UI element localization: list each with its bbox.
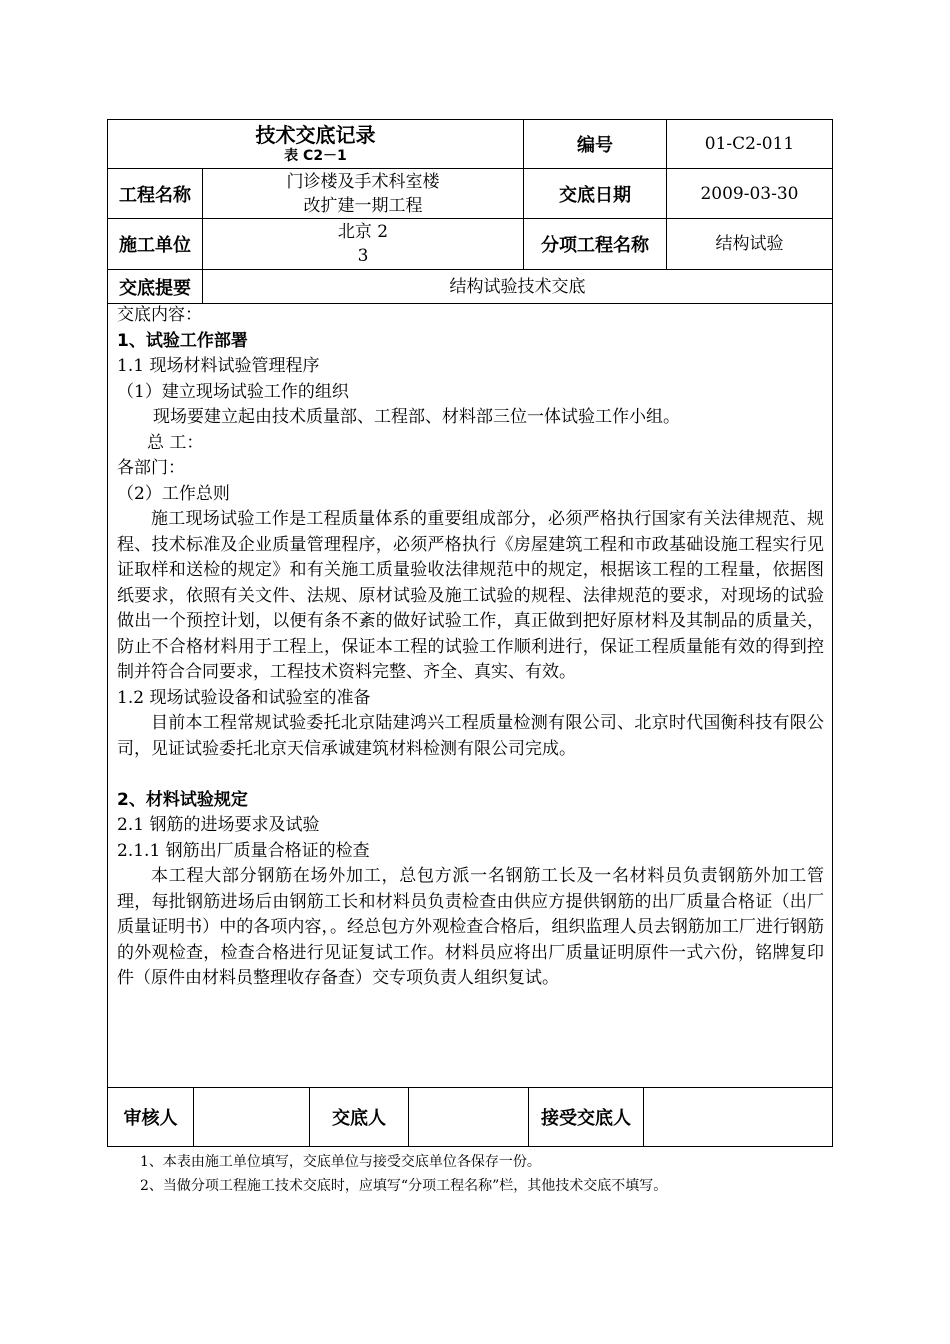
title-cell <box>107 119 524 169</box>
reviewer-signature-field <box>193 1087 310 1147</box>
disclosure-content <box>107 303 833 1088</box>
number-value: 01-C2-011 <box>666 119 833 169</box>
section-1-1-title: 1.1 现场材料试验管理程序 <box>117 356 320 376</box>
project-line-1: 门诊楼及手术科室楼 <box>286 171 440 192</box>
project-line-2: 改扩建一期工程 <box>303 195 423 216</box>
form-code: 表 C2－1 <box>284 148 347 164</box>
departments-line: 各部门： <box>117 458 185 478</box>
discloser-label: 交底人 <box>309 1087 409 1147</box>
section-1-2-title: 1.2 现场试验设备和试验室的准备 <box>117 687 371 708</box>
footnote-1: 1、本表由施工单位填写，交底单位与接受交底单位各保存一份。 <box>140 1154 541 1170</box>
section-1-1-b-text: 施工现场试验工作是工程质量体系的重要组成部分，必须严格执行国家有关法律规范、规程、技术标准及企业质量管理程序，必须严格执行《房屋建筑工程和市政基础设施工程实行见证取样和送检的规定》和有关施工质量验收法律规范中的规定，根据该工程的工程量，依据图纸要求，依照有关文件、法规、原材试验及施工试验的规程、法律规范的要求，对现场的试验做出一个预控计划，以便有条不紊的做好试验工作，真正做到把好原材料及其制品的质量关，防止不合格材料用于工程上，保证本工程的试验工作顺利进行，保证工程质量能有效的得到控制并符合合同要求，工程技术资料完整、齐全、真实、有效。 <box>117 509 824 682</box>
section-1-1-b-title: （2）工作总则 <box>117 483 230 504</box>
section-1-title: 1、试验工作部署 <box>117 330 248 351</box>
unit-line-1: 北京 2 <box>337 222 389 242</box>
subitem-label: 分项工程名称 <box>523 218 667 270</box>
section-2-1-1-title: 2.1.1 钢筋出厂质量合格证的检查 <box>117 840 370 861</box>
section-1-1-a-title: （1）建立现场试验工作的组织 <box>117 381 349 402</box>
receiver-signature-field <box>643 1087 833 1147</box>
summary-value: 结构试验技术交底 <box>202 269 833 304</box>
receiver-label: 接受交底人 <box>528 1087 644 1147</box>
number-label: 编号 <box>523 119 667 169</box>
summary-label: 交底提要 <box>107 269 203 304</box>
unit-label: 施工单位 <box>107 218 203 270</box>
chief-engineer-line: 总 工： <box>147 432 204 453</box>
reviewer-label: 审核人 <box>107 1087 194 1147</box>
date-label: 交底日期 <box>523 168 667 219</box>
content-intro: 交底内容： <box>117 305 202 325</box>
date-value: 2009-03-30 <box>666 168 833 219</box>
section-2-1-1-text: 本工程大部分钢筋在场外加工，总包方派一名钢筋工长及一名材料员负责钢筋外加工管理，每批钢筋进场后由钢筋工长和材料员负责检查由供应方提供钢筋的出厂质量合格证（出厂质量证明书）中的各项内容，。经总包方外观检查合格后，组织监理人员去钢筋加工厂进行钢筋的外观检查，检查合格进行见证复试工作。材料员应将出厂质量证明原件一式六份，铭牌复印件（原件由材料员整理收存备查）交专项负责人组织复试。 <box>117 866 824 988</box>
section-1-2-text: 目前本工程常规试验委托北京陆建鸿兴工程质量检测有限公司、北京时代国衡科技有限公司，见证试验委托北京天信承诚建筑材料检测有限公司完成。 <box>117 713 824 759</box>
unit-value <box>202 218 524 270</box>
discloser-signature-field <box>408 1087 529 1147</box>
section-1-1-a-text: 现场要建立起由技术质量部、工程部、材料部三位一体试验工作小组。 <box>153 407 680 427</box>
footnote-2: 2、当做分项工程施工技术交底时，应填写“分项工程名称”栏，其他技术交底不填写。 <box>140 1178 668 1194</box>
subitem-value: 结构试验 <box>666 218 833 270</box>
section-2-title: 2、材料试验规定 <box>117 789 248 810</box>
unit-line-2: 3 <box>357 246 369 266</box>
project-value <box>202 168 524 219</box>
form-title: 技术交底记录 <box>255 123 376 147</box>
blank-line <box>117 762 824 788</box>
project-label: 工程名称 <box>107 168 203 219</box>
section-2-1-title: 2.1 钢筋的进场要求及试验 <box>117 815 320 835</box>
